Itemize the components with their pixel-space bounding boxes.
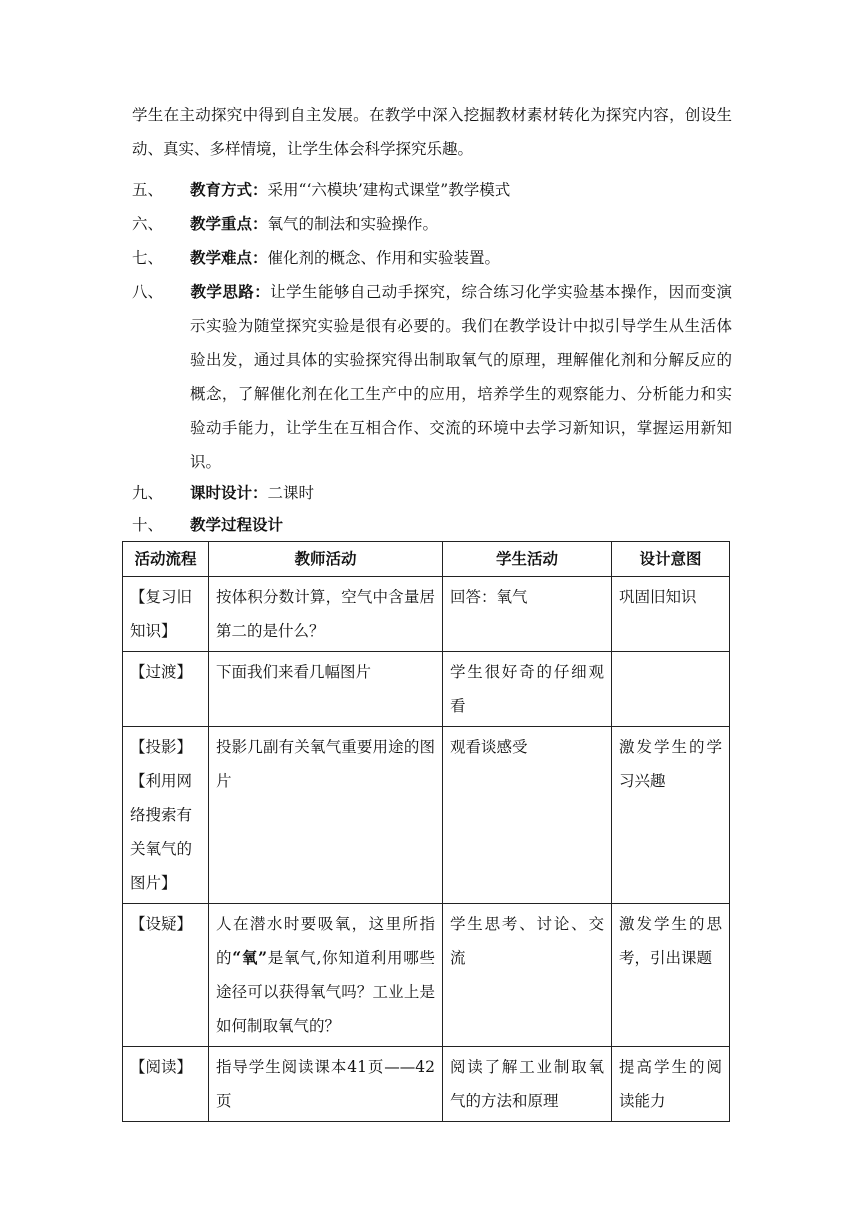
section-content: 让学生能够自己动手探究，综合练习化学实验基本操作，因而变演示实验为随堂探究实验是很有必要的。我们在教学设计中拟引导学生从生活体验出发，通过具体的实验探究得出制取氧气的原理，理解催化剂和分解反应的概念，了解催化剂在化工生产中的应用，培养学生的观察能力、分析能力和实验动手能力，让学生在互相合作、交流的环境中去学习新知识，掌握运用新知识。 <box>190 283 732 471</box>
section-content: 采用“‘六模块’建构式课堂”教学模式 <box>267 181 511 199</box>
header-teacher: 教师活动 <box>209 542 443 577</box>
intro-paragraph: 学生在主动探究中得到自主发展。在教学中深入挖掘教材素材转化为探究内容，创设生动、真实、多样情境，让学生体会科学探究乐趣。 <box>132 106 732 158</box>
cell-intent: 巩固旧知识 <box>612 577 730 652</box>
section-5 <box>132 173 732 207</box>
section-number: 九、 <box>132 484 164 502</box>
teacher-text-bold: “氧” <box>232 948 268 967</box>
section-content: 催化剂的概念、作用和实验装置。 <box>267 249 501 267</box>
teacher-text-post: 是氧气,你知道利用哪些途径可以获得氧气吗？工业上是如何制取氧气的？ <box>216 949 435 1035</box>
cell-student: 观看谈感受 <box>443 727 612 904</box>
cell-intent: 提高学生的阅读能力 <box>612 1047 730 1122</box>
cell-student: 学生很好奇的仔细观看 <box>443 652 612 727</box>
cell-student: 学生思考、讨论、交流 <box>443 904 612 1047</box>
section-label: 教育方式： <box>190 180 268 199</box>
cell-teacher: 投影几副有关氧气重要用途的图片 <box>209 727 443 904</box>
cell-flow: 【投影】【利用网络搜索有关氧气的图片】 <box>123 727 209 904</box>
cell-intent <box>612 652 730 727</box>
teacher-text-pre: 人在潜水时要吸氧，这里所指的 <box>216 915 435 967</box>
section-number: 十、 <box>132 516 164 534</box>
section-9 <box>132 476 732 510</box>
table-row <box>123 577 730 652</box>
section-number: 七、 <box>132 249 164 267</box>
section-label: 教学过程设计 <box>190 515 284 534</box>
table-row <box>123 1047 730 1122</box>
header-student: 学生活动 <box>443 542 612 577</box>
cell-teacher <box>209 904 443 1047</box>
cell-teacher: 指导学生阅读课本41页——42页 <box>209 1047 443 1122</box>
header-intent: 设计意图 <box>612 542 730 577</box>
section-label: 教学难点： <box>190 248 268 267</box>
cell-student: 回答：氧气 <box>443 577 612 652</box>
section-label: 教学重点： <box>190 214 268 233</box>
table-row <box>123 652 730 727</box>
section-6 <box>132 207 732 241</box>
section-label: 课时设计： <box>190 483 268 502</box>
cell-flow: 【复习旧知识】 <box>123 577 209 652</box>
table-header-row <box>123 542 730 577</box>
cell-flow: 【过渡】 <box>123 652 209 727</box>
cell-flow: 【设疑】 <box>123 904 209 1047</box>
section-number: 八、 <box>132 283 164 301</box>
section-label: 教学思路： <box>190 282 271 301</box>
cell-intent: 激发学生的思考，引出课题 <box>612 904 730 1047</box>
section-content: 氧气的制法和实验操作。 <box>267 215 439 233</box>
cell-flow: 【阅读】 <box>123 1047 209 1122</box>
cell-teacher: 按体积分数计算，空气中含量居第二的是什么？ <box>209 577 443 652</box>
header-flow: 活动流程 <box>123 542 209 577</box>
cell-intent: 激发学生的学习兴趣 <box>612 727 730 904</box>
section-7 <box>132 241 732 275</box>
table-row <box>123 904 730 1047</box>
teaching-process-table <box>122 541 730 1122</box>
section-number: 六、 <box>132 215 164 233</box>
section-8 <box>132 275 732 479</box>
section-content: 二课时 <box>267 484 315 502</box>
cell-teacher: 下面我们来看几幅图片 <box>209 652 443 727</box>
cell-student: 阅读了解工业制取氧气的方法和原理 <box>443 1047 612 1122</box>
section-number: 五、 <box>132 181 164 199</box>
section-10 <box>132 508 732 542</box>
table-row <box>123 727 730 904</box>
